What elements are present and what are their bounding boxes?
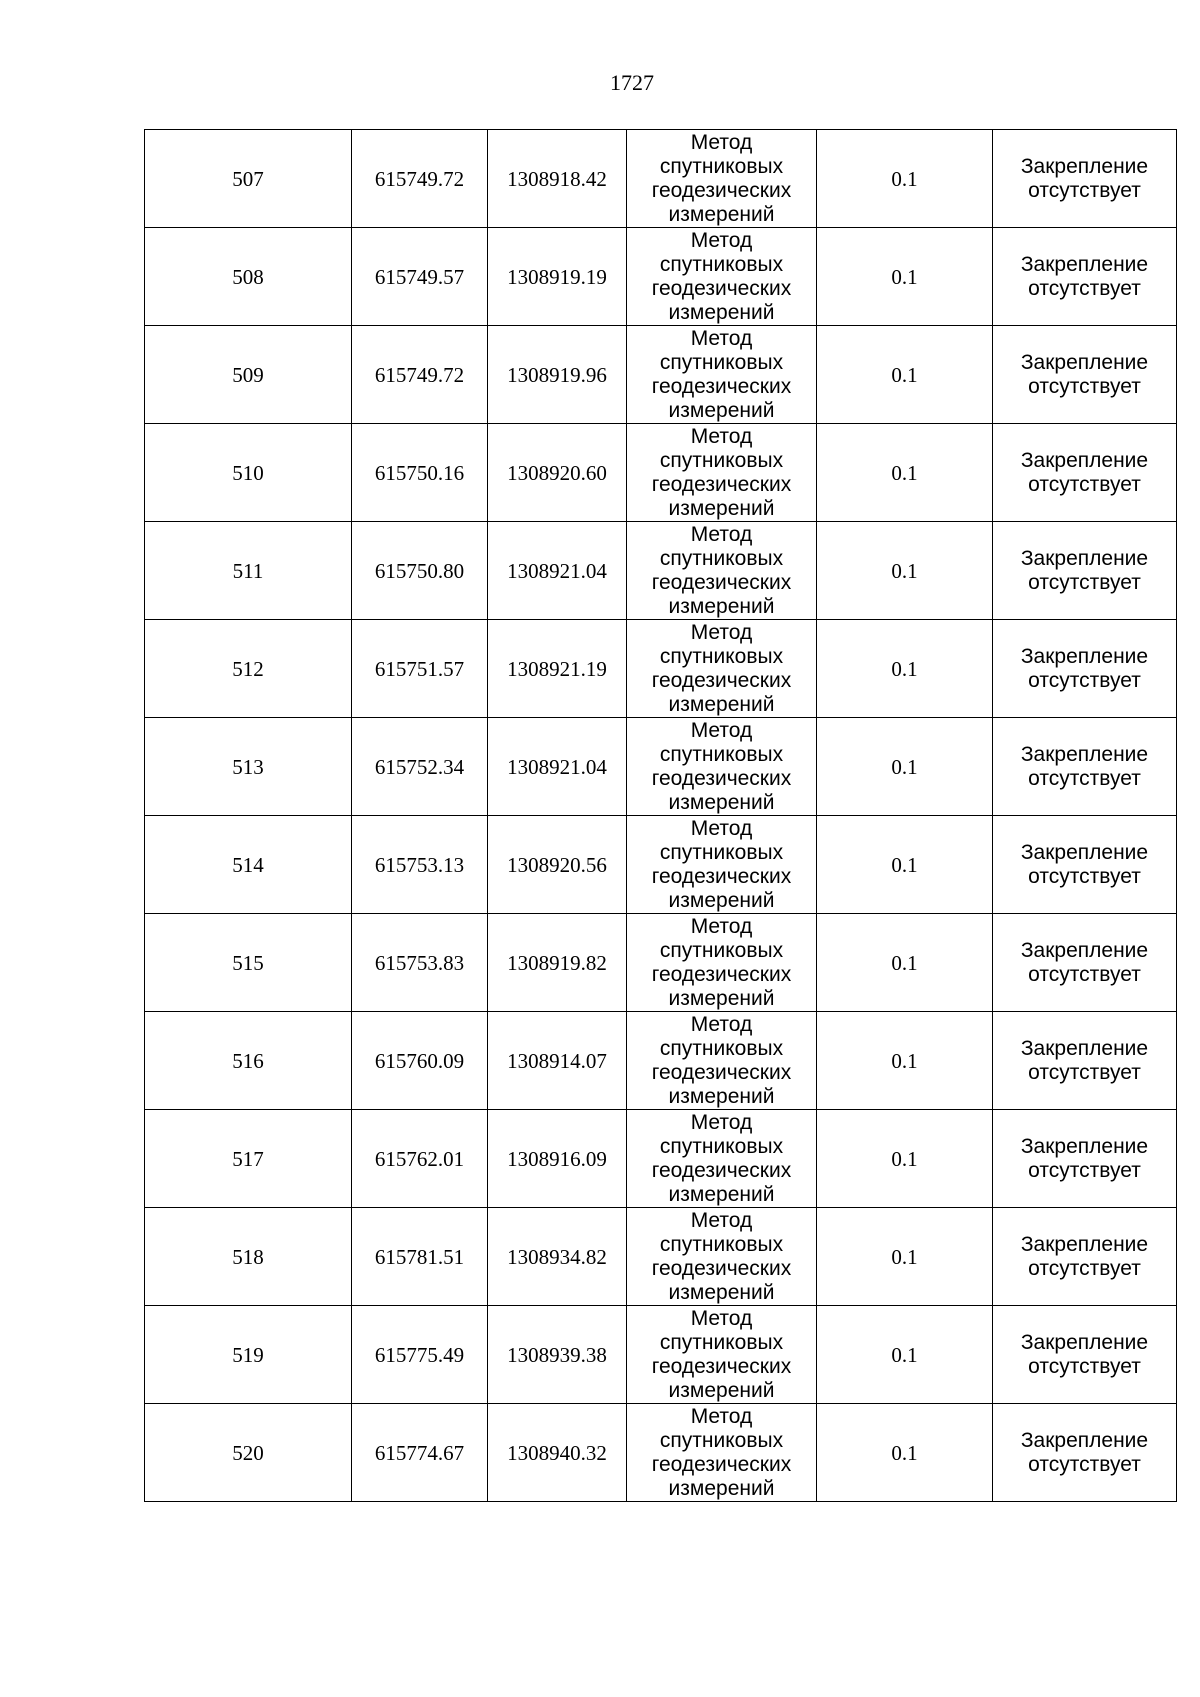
cell-x-coordinate: 615753.13 xyxy=(352,816,488,914)
cell-x-coordinate: 615762.01 xyxy=(352,1110,488,1208)
cell-fixing xyxy=(993,130,1177,228)
cell-point-number: 517 xyxy=(145,1110,352,1208)
cell-accuracy: 0.1 xyxy=(817,1306,993,1404)
fixing-line: Закрепление xyxy=(1020,1232,1149,1256)
cell-x-coordinate: 615750.80 xyxy=(352,522,488,620)
cell-point-number: 509 xyxy=(145,326,352,424)
fixing-line: Закрепление xyxy=(1020,1036,1149,1060)
cell-point-number: 513 xyxy=(145,718,352,816)
cell-method xyxy=(627,816,817,914)
cell-method xyxy=(627,326,817,424)
cell-y-coordinate: 1308919.19 xyxy=(488,228,627,326)
fixing-line: отсутствует xyxy=(1028,472,1141,496)
cell-fixing xyxy=(993,816,1177,914)
fixing-line: Закрепление xyxy=(1020,840,1149,864)
fixing-line: отсутствует xyxy=(1028,1452,1141,1476)
cell-point-number: 511 xyxy=(145,522,352,620)
method-line: спутниковых xyxy=(659,154,784,178)
cell-accuracy: 0.1 xyxy=(817,620,993,718)
method-line: спутниковых xyxy=(659,1428,784,1452)
table-row xyxy=(145,1404,1177,1502)
method-line: измерений xyxy=(668,1182,775,1206)
fixing-line: Закрепление xyxy=(1020,1428,1149,1452)
cell-method xyxy=(627,914,817,1012)
cell-method xyxy=(627,1110,817,1208)
cell-point-number: 520 xyxy=(145,1404,352,1502)
method-line: Метод xyxy=(690,1208,753,1232)
page-number: 1727 xyxy=(610,70,654,95)
cell-fixing xyxy=(993,424,1177,522)
method-line: геодезических xyxy=(651,864,792,888)
cell-method xyxy=(627,1012,817,1110)
cell-point-number: 510 xyxy=(145,424,352,522)
method-line: геодезических xyxy=(651,1256,792,1280)
method-line: спутниковых xyxy=(659,1134,784,1158)
cell-y-coordinate: 1308940.32 xyxy=(488,1404,627,1502)
cell-y-coordinate: 1308914.07 xyxy=(488,1012,627,1110)
method-line: измерений xyxy=(668,692,775,716)
method-line: измерений xyxy=(668,594,775,618)
cell-point-number: 516 xyxy=(145,1012,352,1110)
method-line: Метод xyxy=(690,1012,753,1036)
method-line: Метод xyxy=(690,1404,753,1428)
cell-fixing xyxy=(993,1404,1177,1502)
cell-accuracy: 0.1 xyxy=(817,816,993,914)
method-line: Метод xyxy=(690,718,753,742)
cell-x-coordinate: 615749.72 xyxy=(352,326,488,424)
method-line: измерений xyxy=(668,1476,775,1500)
table-row xyxy=(145,620,1177,718)
fixing-line: отсутствует xyxy=(1028,374,1141,398)
table-row xyxy=(145,1110,1177,1208)
coordinates-table xyxy=(144,129,1177,1502)
cell-x-coordinate: 615749.72 xyxy=(352,130,488,228)
cell-y-coordinate: 1308921.04 xyxy=(488,522,627,620)
cell-accuracy: 0.1 xyxy=(817,718,993,816)
table-row xyxy=(145,424,1177,522)
cell-x-coordinate: 615775.49 xyxy=(352,1306,488,1404)
fixing-line: Закрепление xyxy=(1020,154,1149,178)
fixing-line: Закрепление xyxy=(1020,252,1149,276)
method-line: Метод xyxy=(690,914,753,938)
fixing-line: отсутствует xyxy=(1028,668,1141,692)
method-line: измерений xyxy=(668,1280,775,1304)
coordinates-table-body xyxy=(145,130,1177,1502)
method-line: геодезических xyxy=(651,374,792,398)
fixing-line: Закрепление xyxy=(1020,938,1149,962)
method-line: спутниковых xyxy=(659,742,784,766)
method-line: геодезических xyxy=(651,962,792,986)
method-line: геодезических xyxy=(651,668,792,692)
cell-y-coordinate: 1308921.19 xyxy=(488,620,627,718)
method-line: спутниковых xyxy=(659,1330,784,1354)
method-line: измерений xyxy=(668,496,775,520)
fixing-line: Закрепление xyxy=(1020,546,1149,570)
method-line: спутниковых xyxy=(659,644,784,668)
method-line: измерений xyxy=(668,986,775,1010)
cell-x-coordinate: 615753.83 xyxy=(352,914,488,1012)
cell-point-number: 508 xyxy=(145,228,352,326)
method-line: измерений xyxy=(668,1378,775,1402)
cell-accuracy: 0.1 xyxy=(817,1110,993,1208)
cell-point-number: 512 xyxy=(145,620,352,718)
cell-fixing xyxy=(993,718,1177,816)
method-line: геодезических xyxy=(651,1060,792,1084)
cell-x-coordinate: 615781.51 xyxy=(352,1208,488,1306)
fixing-line: Закрепление xyxy=(1020,742,1149,766)
fixing-line: Закрепление xyxy=(1020,350,1149,374)
cell-method xyxy=(627,130,817,228)
cell-x-coordinate: 615751.57 xyxy=(352,620,488,718)
cell-y-coordinate: 1308934.82 xyxy=(488,1208,627,1306)
method-line: измерений xyxy=(668,888,775,912)
method-line: геодезических xyxy=(651,570,792,594)
method-line: спутниковых xyxy=(659,546,784,570)
cell-method xyxy=(627,228,817,326)
method-line: Метод xyxy=(690,1110,753,1134)
method-line: Метод xyxy=(690,620,753,644)
cell-accuracy: 0.1 xyxy=(817,228,993,326)
method-line: Метод xyxy=(690,522,753,546)
fixing-line: Закрепление xyxy=(1020,448,1149,472)
table-row xyxy=(145,522,1177,620)
method-line: измерений xyxy=(668,398,775,422)
cell-point-number: 519 xyxy=(145,1306,352,1404)
fixing-line: отсутствует xyxy=(1028,276,1141,300)
method-line: геодезических xyxy=(651,276,792,300)
table-row xyxy=(145,1306,1177,1404)
fixing-line: Закрепление xyxy=(1020,1330,1149,1354)
fixing-line: отсутствует xyxy=(1028,1060,1141,1084)
fixing-line: отсутствует xyxy=(1028,864,1141,888)
cell-x-coordinate: 615749.57 xyxy=(352,228,488,326)
method-line: геодезических xyxy=(651,1158,792,1182)
table-row xyxy=(145,326,1177,424)
fixing-line: отсутствует xyxy=(1028,1158,1141,1182)
method-line: измерений xyxy=(668,1084,775,1108)
cell-accuracy: 0.1 xyxy=(817,914,993,1012)
cell-y-coordinate: 1308921.04 xyxy=(488,718,627,816)
table-row xyxy=(145,1012,1177,1110)
cell-point-number: 518 xyxy=(145,1208,352,1306)
cell-y-coordinate: 1308916.09 xyxy=(488,1110,627,1208)
method-line: измерений xyxy=(668,790,775,814)
method-line: измерений xyxy=(668,300,775,324)
cell-fixing xyxy=(993,620,1177,718)
table-row xyxy=(145,1208,1177,1306)
cell-method xyxy=(627,1208,817,1306)
cell-x-coordinate: 615760.09 xyxy=(352,1012,488,1110)
method-line: измерений xyxy=(668,202,775,226)
cell-fixing xyxy=(993,228,1177,326)
cell-y-coordinate: 1308920.60 xyxy=(488,424,627,522)
method-line: геодезических xyxy=(651,1354,792,1378)
method-line: Метод xyxy=(690,326,753,350)
table-row xyxy=(145,718,1177,816)
cell-point-number: 514 xyxy=(145,816,352,914)
cell-method xyxy=(627,522,817,620)
cell-y-coordinate: 1308920.56 xyxy=(488,816,627,914)
method-line: спутниковых xyxy=(659,840,784,864)
table-row xyxy=(145,228,1177,326)
fixing-line: отсутствует xyxy=(1028,178,1141,202)
fixing-line: отсутствует xyxy=(1028,1354,1141,1378)
method-line: геодезических xyxy=(651,766,792,790)
cell-fixing xyxy=(993,914,1177,1012)
cell-fixing xyxy=(993,1012,1177,1110)
method-line: геодезических xyxy=(651,472,792,496)
cell-accuracy: 0.1 xyxy=(817,130,993,228)
cell-accuracy: 0.1 xyxy=(817,522,993,620)
method-line: Метод xyxy=(690,228,753,252)
table-row xyxy=(145,816,1177,914)
cell-x-coordinate: 615750.16 xyxy=(352,424,488,522)
fixing-line: отсутствует xyxy=(1028,962,1141,986)
fixing-line: отсутствует xyxy=(1028,1256,1141,1280)
method-line: спутниковых xyxy=(659,252,784,276)
cell-y-coordinate: 1308939.38 xyxy=(488,1306,627,1404)
cell-accuracy: 0.1 xyxy=(817,326,993,424)
method-line: Метод xyxy=(690,424,753,448)
cell-accuracy: 0.1 xyxy=(817,424,993,522)
cell-fixing xyxy=(993,1208,1177,1306)
method-line: Метод xyxy=(690,1306,753,1330)
fixing-line: отсутствует xyxy=(1028,570,1141,594)
method-line: спутниковых xyxy=(659,1232,784,1256)
method-line: спутниковых xyxy=(659,448,784,472)
cell-point-number: 507 xyxy=(145,130,352,228)
cell-accuracy: 0.1 xyxy=(817,1404,993,1502)
method-line: геодезических xyxy=(651,1452,792,1476)
method-line: спутниковых xyxy=(659,938,784,962)
fixing-line: Закрепление xyxy=(1020,644,1149,668)
method-line: Метод xyxy=(690,130,753,154)
cell-method xyxy=(627,620,817,718)
cell-y-coordinate: 1308918.42 xyxy=(488,130,627,228)
cell-method xyxy=(627,1306,817,1404)
table-row xyxy=(145,914,1177,1012)
method-line: геодезических xyxy=(651,178,792,202)
cell-x-coordinate: 615752.34 xyxy=(352,718,488,816)
cell-y-coordinate: 1308919.82 xyxy=(488,914,627,1012)
cell-fixing xyxy=(993,1306,1177,1404)
cell-method xyxy=(627,424,817,522)
fixing-line: Закрепление xyxy=(1020,1134,1149,1158)
table-row xyxy=(145,130,1177,228)
method-line: спутниковых xyxy=(659,1036,784,1060)
cell-method xyxy=(627,1404,817,1502)
method-line: Метод xyxy=(690,816,753,840)
fixing-line: отсутствует xyxy=(1028,766,1141,790)
cell-accuracy: 0.1 xyxy=(817,1208,993,1306)
method-line: спутниковых xyxy=(659,350,784,374)
cell-method xyxy=(627,718,817,816)
cell-accuracy: 0.1 xyxy=(817,1012,993,1110)
cell-y-coordinate: 1308919.96 xyxy=(488,326,627,424)
cell-fixing xyxy=(993,1110,1177,1208)
cell-x-coordinate: 615774.67 xyxy=(352,1404,488,1502)
cell-fixing xyxy=(993,522,1177,620)
cell-point-number: 515 xyxy=(145,914,352,1012)
cell-fixing xyxy=(993,326,1177,424)
